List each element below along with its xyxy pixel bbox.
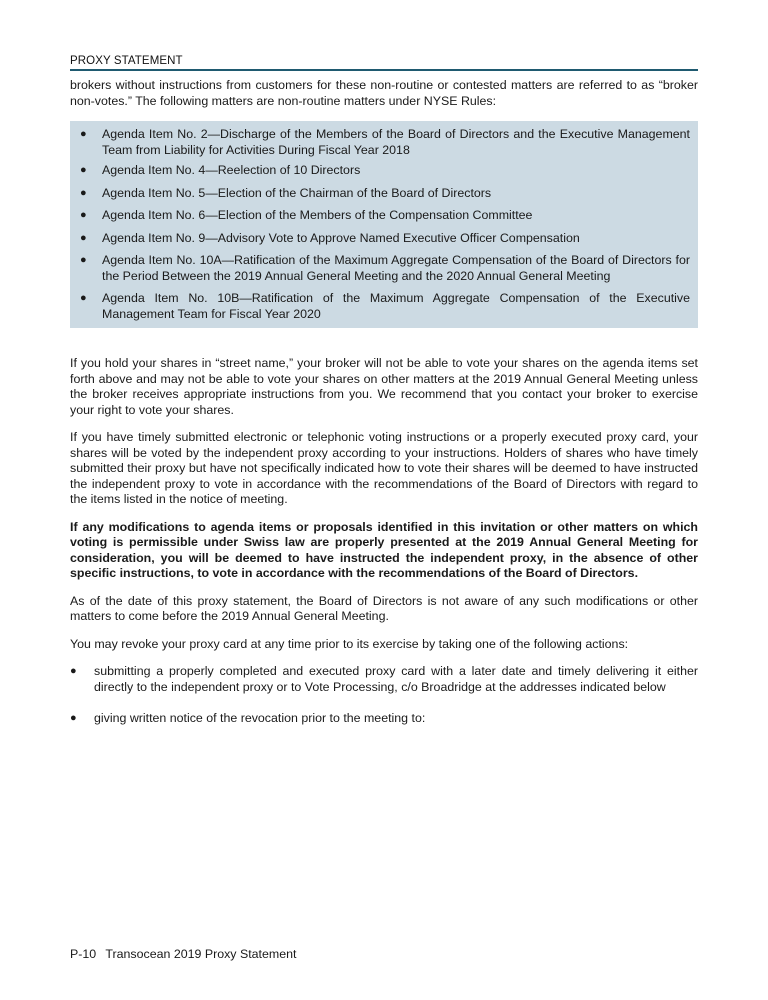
- non-routine-matters-box: [70, 121, 698, 328]
- list-item: [70, 711, 698, 727]
- agenda-item-text: Agenda Item No. 9—Advisory Vote to Approve Named Executive Officer Compensation: [102, 230, 580, 245]
- footer-title: Transocean 2019 Proxy Statement: [105, 947, 297, 961]
- header-rule: [70, 69, 698, 71]
- bullet-icon: ●: [80, 164, 87, 176]
- intro-paragraph: brokers without instructions from customers for these non-routine or contested matters are referred to as “broker non-votes.” The following matters are non-routine matters under NYSE Rules:: [70, 78, 698, 108]
- list-item: [78, 127, 690, 158]
- page-header: [70, 54, 698, 71]
- bullet-icon: ●: [70, 712, 77, 724]
- agenda-item-text: Agenda Item No. 5—Election of the Chairman of the Board of Directors: [102, 185, 492, 200]
- bullet-icon: ●: [80, 209, 87, 221]
- header-title: PROXY STATEMENT: [70, 55, 183, 67]
- list-item: [78, 231, 690, 247]
- agenda-item-text: Agenda Item No. 2—Discharge of the Members of the Board of Directors and the Executive Management Team from Liability for Activities During Fiscal Year 2018: [102, 127, 690, 157]
- list-item: [78, 186, 690, 202]
- not-aware-paragraph: As of the date of this proxy statement, the Board of Directors is not aware of any such modifications or other matters to come before the 2019 Annual General Meeting.: [70, 593, 698, 623]
- bullet-icon: ●: [70, 665, 77, 677]
- bullet-icon: ●: [80, 231, 87, 244]
- list-item: [78, 291, 690, 322]
- agenda-item-text: Agenda Item No. 10B—Ratification of the Maximum Aggregate Compensation of the Executive Management Team for Fiscal Year 2020: [102, 291, 690, 321]
- list-item: [78, 163, 690, 179]
- agenda-item-text: Agenda Item No. 4—Reelection of 10 Directors: [102, 163, 361, 177]
- bullet-icon: ●: [80, 254, 87, 266]
- bullet-icon: ●: [80, 128, 87, 140]
- page-number: P-10: [70, 947, 97, 961]
- timely-submitted-paragraph: If you have timely submitted electronic or telephonic voting instructions or a properly executed proxy card, your shares will be voted by the independent proxy according to your instructions. Holders of shares who have timely submitted their proxy but have not specifically indicated how to vote their shares will be deemed to have instructed the independent proxy to vote in accordance with the recommendations of the Board of Directors with regard to the items listed in the notice of meeting.: [70, 430, 698, 506]
- page-content: [70, 78, 698, 743]
- revoke-action-text: submitting a properly completed and executed proxy card with a later date and timely delivering it either directly to the independent proxy or to Vote Processing, c/o Broadridge at the addresses indicated below: [94, 664, 698, 694]
- list-item: [70, 664, 698, 695]
- revoke-actions-list: [70, 664, 698, 727]
- agenda-item-text: Agenda Item No. 6—Election of the Members of the Compensation Committee: [102, 208, 533, 222]
- bullet-icon: ●: [80, 292, 87, 304]
- agenda-item-text: Agenda Item No. 10A—Ratification of the Maximum Aggregate Compensation of the Board of Directors for the Period Between the 2019 Annual General Meeting and the 2020 Annual General Meeting: [102, 253, 690, 283]
- list-item: [78, 208, 690, 224]
- list-item: [78, 253, 690, 284]
- page-footer: [70, 947, 296, 961]
- modifications-paragraph: If any modifications to agenda items or proposals identified in this invitation or other matters on which voting is permissible under Swiss law are properly presented at the 2019 Annual General Meeting for consideration, you will be deemed to have instructed the independent proxy, in the absence of other specific instructions, to vote in accordance with the recommendations of the Board of Directors.: [70, 519, 698, 580]
- revoke-action-text: giving written notice of the revocation prior to the meeting to:: [94, 711, 426, 725]
- revoke-paragraph: You may revoke your proxy card at any time prior to its exercise by taking one of the following actions:: [70, 636, 629, 651]
- street-name-paragraph: If you hold your shares in “street name,” your broker will not be able to vote your shares on the agenda items set forth above and may not be able to vote your shares on other matters at the 2019 Annual General Meeting unless the broker receives appropriate instructions from you. We recommend that you contact your broker to exercise your right to vote your shares.: [70, 356, 698, 417]
- bullet-icon: ●: [80, 186, 87, 199]
